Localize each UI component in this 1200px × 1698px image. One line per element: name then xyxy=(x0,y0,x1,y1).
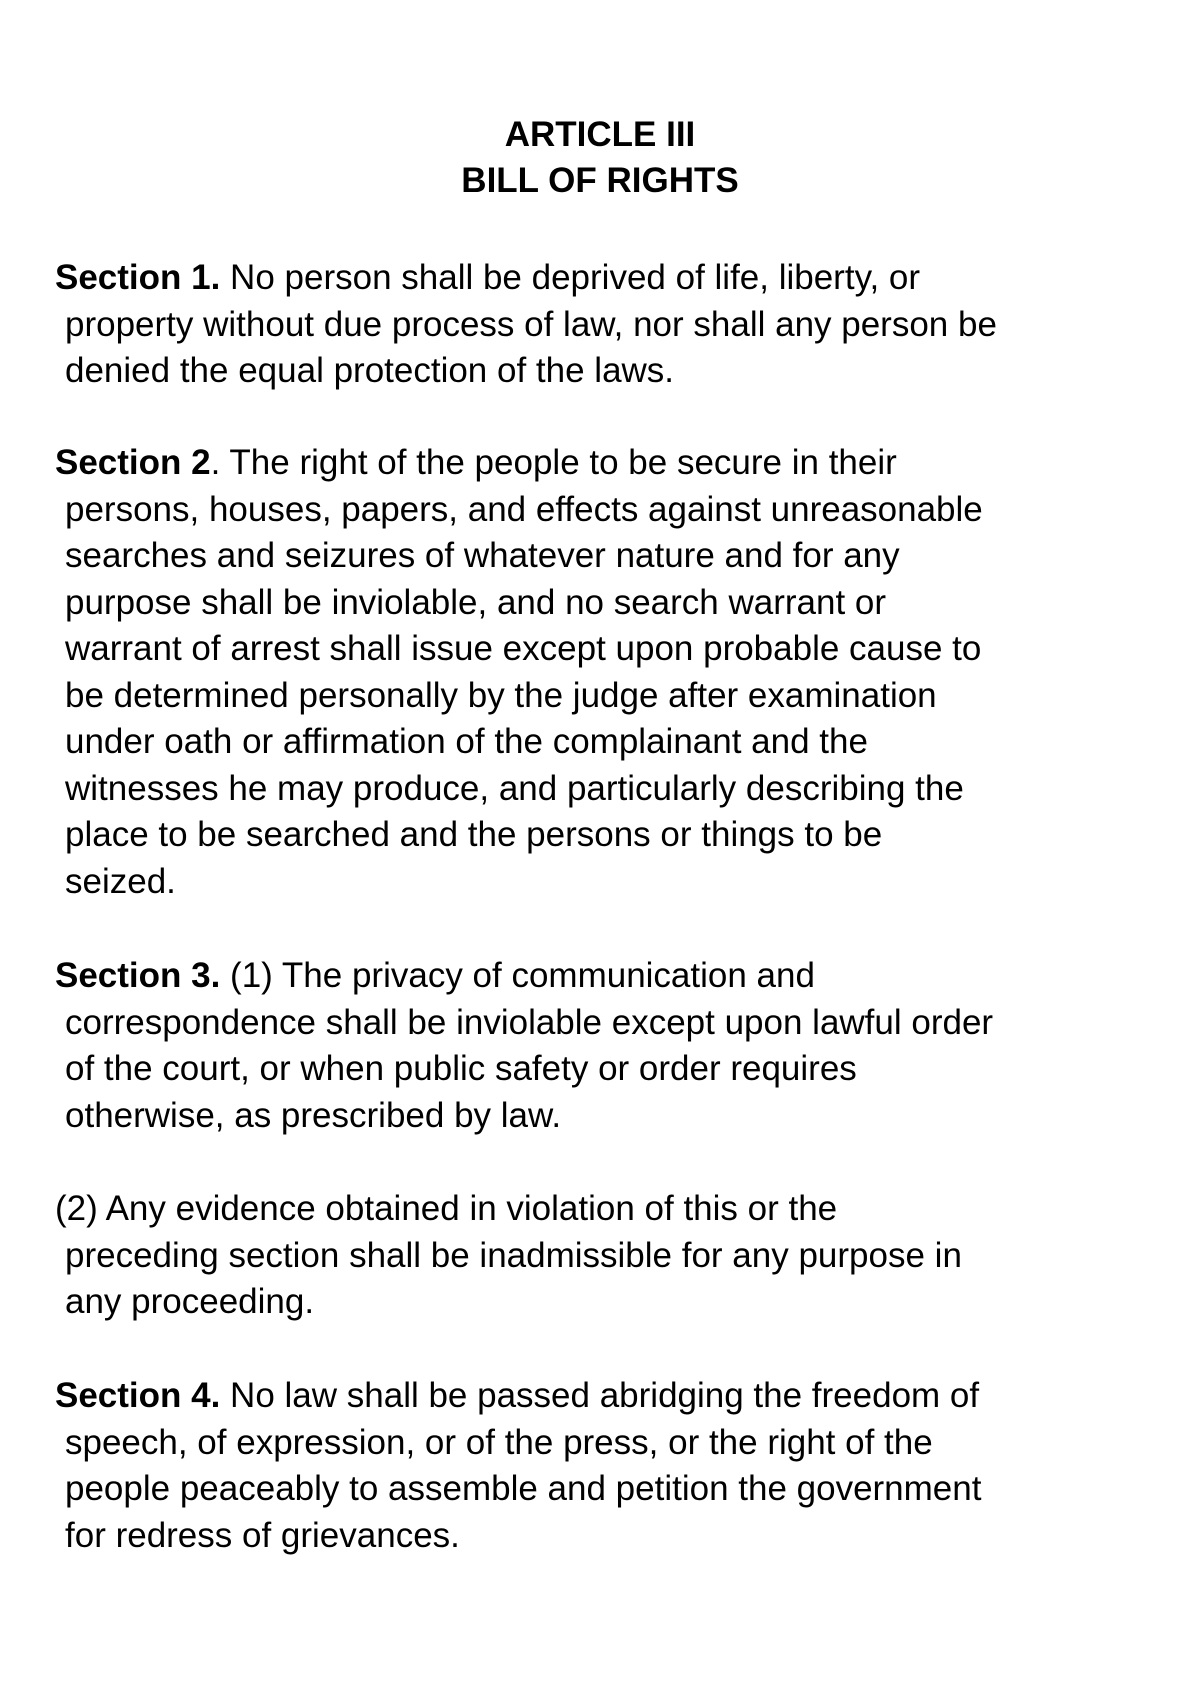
section-2-line-7: under oath or affirmation of the complainant and the xyxy=(65,722,868,761)
section-2-line-9: place to be searched and the persons or things to be xyxy=(65,815,883,854)
section-3-text: (1) The privacy of communication and xyxy=(220,956,815,995)
section-2-text: . The right of the people to be secure in their xyxy=(210,443,897,482)
section-2 xyxy=(55,440,1175,905)
section-1-line-1 xyxy=(55,255,1175,302)
section-1 xyxy=(55,255,1175,395)
section-3-line-4: otherwise, as prescribed by law. xyxy=(65,1095,562,1135)
section-2-line-4: purpose shall be inviolable, and no search warrant or xyxy=(65,582,887,622)
article-number: ARTICLE III xyxy=(504,115,696,154)
section-1-line-3: denied the equal protection of the laws. xyxy=(65,351,675,390)
section-3-clause-2-line-2: preceding section shall be inadmissible for any purpose in xyxy=(65,1235,962,1275)
section-1-text: No person shall be deprived of life, liberty, or xyxy=(220,258,921,297)
section-3-line-2: correspondence shall be inviolable except upon lawful order xyxy=(65,1002,994,1042)
section-1-label: Section 1. xyxy=(55,258,221,297)
section-3-clause-2-line-1: (2) Any evidence obtained in violation of this or the xyxy=(55,1189,838,1228)
section-2-label: Section 2 xyxy=(55,443,211,482)
section-2-line-3: searches and seizures of whatever nature and for any xyxy=(65,536,900,575)
section-4 xyxy=(55,1373,1175,1559)
section-2-line-8: witnesses he may produce, and particularly describing the xyxy=(65,768,964,808)
section-3-clause-2 xyxy=(55,1186,1175,1326)
section-2-line-1 xyxy=(55,440,1175,487)
section-4-text: No law shall be passed abridging the freedom of xyxy=(220,1376,980,1415)
section-4-line-2: speech, of expression, or of the press, or the right of the xyxy=(65,1422,933,1462)
section-2-line-5: warrant of arrest shall issue except upon probable cause to xyxy=(65,629,982,668)
section-1-line-2: property without due process of law, nor shall any person be xyxy=(65,304,997,344)
section-2-line-10: seized. xyxy=(65,861,176,901)
section-3-line-1 xyxy=(55,953,1175,1000)
section-3-line-3: of the court, or when public safety or order requires xyxy=(65,1049,857,1088)
section-2-line-6: be determined personally by the judge after examination xyxy=(65,675,937,715)
section-3-label: Section 3. xyxy=(55,956,221,995)
section-4-line-4: for redress of grievances. xyxy=(65,1515,460,1555)
section-3 xyxy=(55,953,1175,1139)
section-4-label: Section 4. xyxy=(55,1376,221,1415)
section-3-clause-2-line-3: any proceeding. xyxy=(65,1282,315,1321)
section-4-line-1 xyxy=(55,1373,1175,1420)
section-4-line-3: people peaceably to assemble and petition the government xyxy=(65,1469,982,1508)
article-title: BILL OF RIGHTS xyxy=(461,161,739,200)
section-2-line-2: persons, houses, papers, and effects against unreasonable xyxy=(65,489,983,529)
